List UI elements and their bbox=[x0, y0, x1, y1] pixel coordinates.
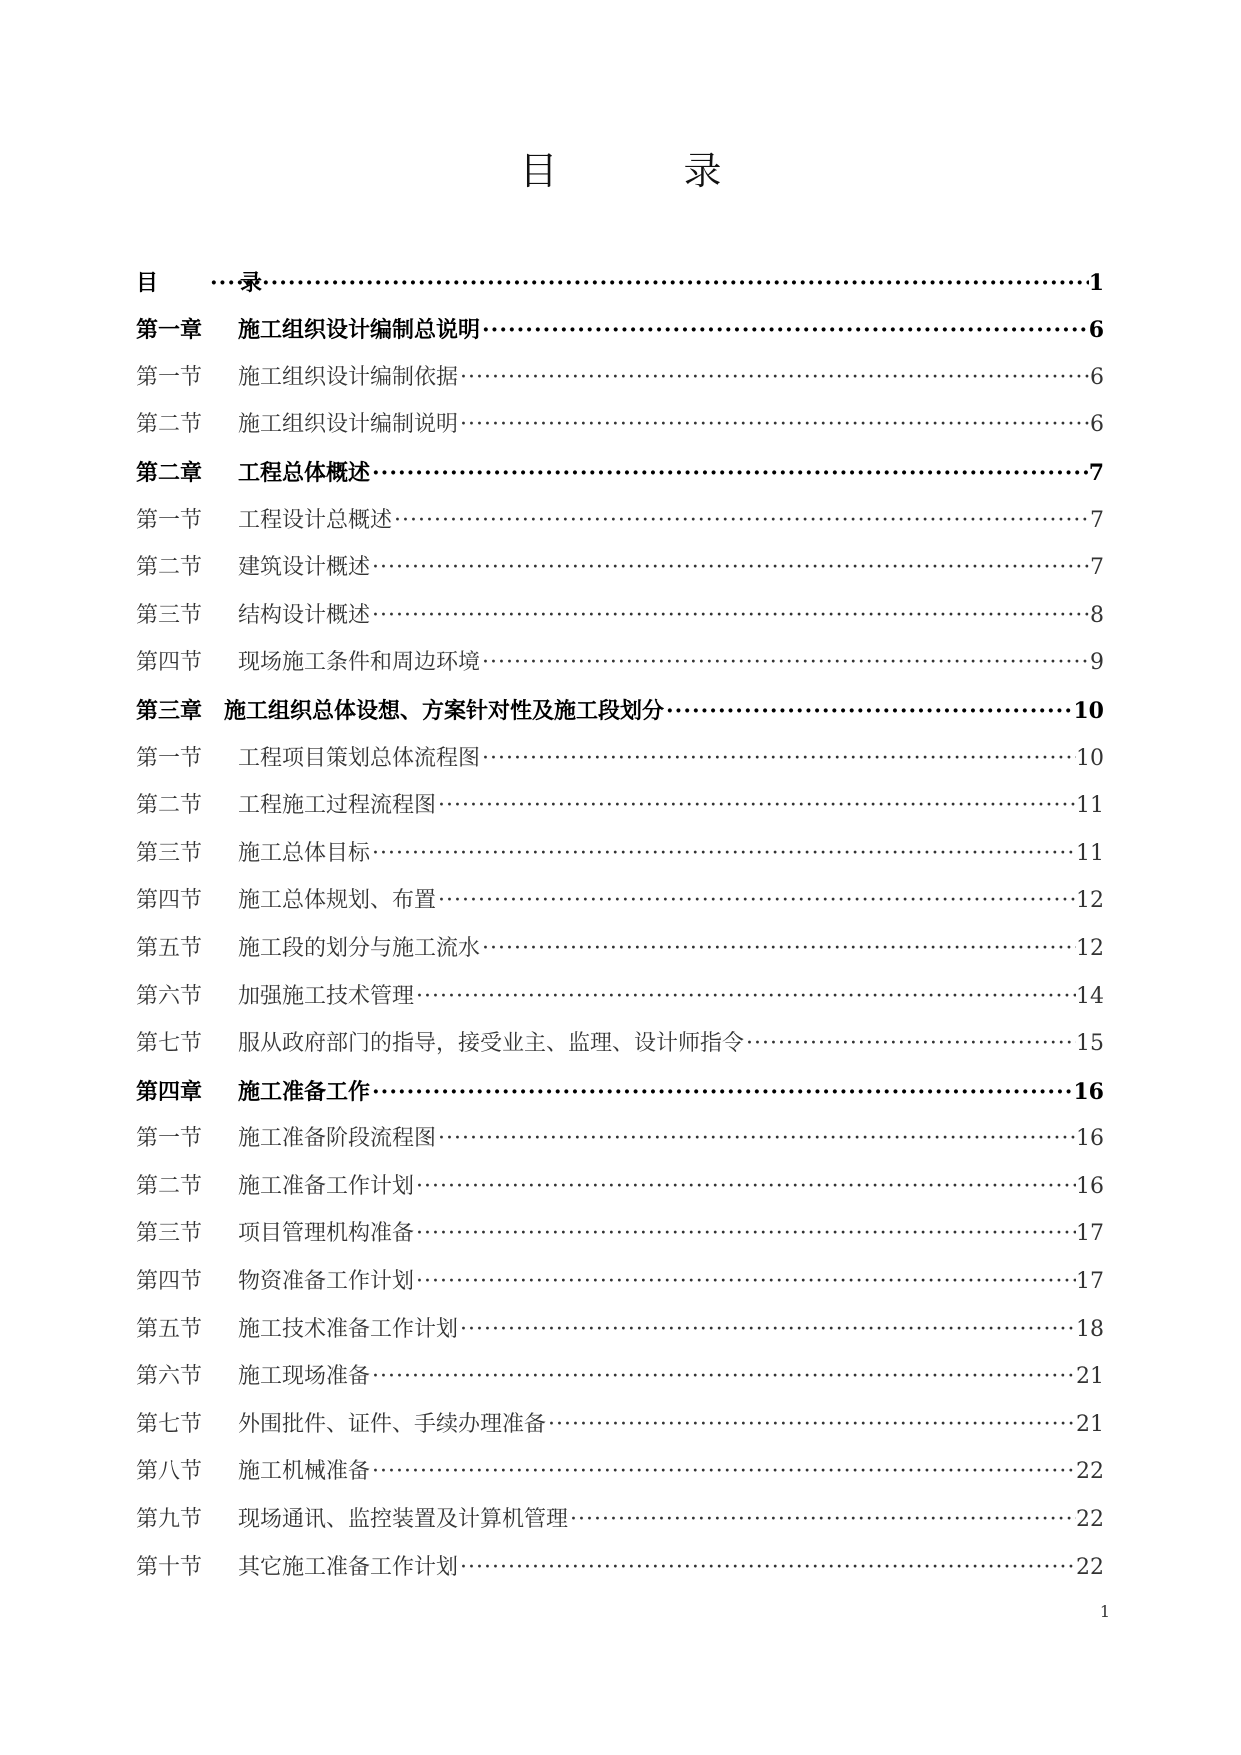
toc-dot-leader bbox=[458, 410, 1090, 440]
toc-entry-page: 16 bbox=[1076, 1173, 1104, 1199]
toc-entry-title: 施工准备工作 bbox=[238, 1078, 371, 1105]
toc-section-entry[interactable] bbox=[136, 726, 1104, 774]
table-of-contents bbox=[136, 250, 1104, 1583]
toc-section-entry[interactable] bbox=[136, 488, 1104, 536]
toc-entry-title: 施工组织设计编制说明 bbox=[238, 412, 459, 438]
toc-entry-title: 施工组织总体设想、方案针对性及施工段划分 bbox=[224, 697, 665, 724]
page-title: 目 录 bbox=[519, 149, 766, 193]
toc-entry-label bbox=[136, 1362, 370, 1392]
toc-entry-number: 第三节 bbox=[136, 602, 203, 628]
toc-dot-leader bbox=[370, 553, 1090, 583]
toc-entry-number: 第五节 bbox=[136, 1316, 203, 1342]
toc-entry-label bbox=[136, 1315, 458, 1345]
toc-entry-page: 14 bbox=[1076, 983, 1104, 1009]
toc-entry-number: 第八节 bbox=[136, 1459, 203, 1485]
toc-section-entry[interactable] bbox=[136, 1154, 1104, 1202]
toc-entry-page: 21 bbox=[1076, 1364, 1104, 1390]
toc-dot-leader bbox=[480, 744, 1076, 774]
toc-section-entry[interactable] bbox=[136, 1392, 1104, 1440]
toc-section-entry[interactable] bbox=[136, 1249, 1104, 1297]
toc-section-entry[interactable] bbox=[136, 393, 1104, 441]
toc-entry-title: 加强施工技术管理 bbox=[238, 983, 415, 1009]
toc-entry-page: 12 bbox=[1076, 935, 1104, 961]
toc-dot-leader bbox=[208, 268, 1089, 298]
toc-entry-number: 第三章 bbox=[136, 697, 203, 724]
toc-entry-number: 第十节 bbox=[136, 1554, 203, 1580]
toc-entry-title: 外围批件、证件、手续办理准备 bbox=[238, 1411, 547, 1437]
toc-entry-page: 7 bbox=[1090, 507, 1104, 533]
toc-entry-title: 工程总体概述 bbox=[238, 459, 371, 486]
toc-dot-leader bbox=[458, 363, 1090, 393]
toc-chapter-entry[interactable] bbox=[136, 1059, 1104, 1107]
toc-dot-leader bbox=[414, 982, 1076, 1012]
toc-entry-page: 7 bbox=[1088, 459, 1104, 486]
toc-dot-leader bbox=[480, 648, 1090, 678]
toc-section-entry[interactable] bbox=[136, 1345, 1104, 1393]
toc-entry-title: 施工准备阶段流程图 bbox=[238, 1126, 437, 1152]
toc-entry-page: 18 bbox=[1076, 1316, 1104, 1342]
toc-entry-title: 服从政府部门的指导，接受业主、监理、设计师指令 bbox=[238, 1031, 745, 1057]
toc-section-entry[interactable] bbox=[136, 774, 1104, 822]
toc-dot-leader bbox=[392, 506, 1090, 536]
toc-entry-page: 11 bbox=[1076, 793, 1104, 819]
toc-entry-page: 7 bbox=[1090, 555, 1104, 581]
toc-dot-leader bbox=[370, 458, 1089, 488]
toc-entry-label bbox=[136, 315, 480, 345]
toc-entry-number: 第三节 bbox=[136, 840, 203, 866]
toc-entry-page: 10 bbox=[1076, 745, 1104, 771]
toc-entry-label bbox=[136, 791, 436, 821]
toc-entry-number: 第三节 bbox=[136, 1221, 203, 1247]
toc-entry-page: 16 bbox=[1076, 1126, 1104, 1152]
toc-entry-label bbox=[136, 886, 436, 916]
page-number: 1 bbox=[1099, 1602, 1110, 1621]
toc-chapter-entry[interactable] bbox=[136, 250, 1104, 298]
toc-entry-page: 1 bbox=[1088, 269, 1104, 296]
toc-entry-page: 9 bbox=[1090, 650, 1104, 676]
toc-entry-label bbox=[136, 696, 664, 726]
toc-entry-number: 第五节 bbox=[136, 935, 203, 961]
toc-entry-page: 8 bbox=[1090, 602, 1104, 628]
toc-entry-title: 其它施工准备工作计划 bbox=[238, 1554, 459, 1580]
toc-entry-number: 第二节 bbox=[136, 1173, 203, 1199]
toc-section-entry[interactable] bbox=[136, 1107, 1104, 1155]
toc-dot-leader bbox=[414, 1172, 1076, 1202]
toc-dot-leader bbox=[480, 315, 1089, 345]
toc-chapter-entry[interactable] bbox=[136, 678, 1104, 726]
toc-entry-number: 第六节 bbox=[136, 983, 203, 1009]
toc-entry-number: 第一节 bbox=[136, 1126, 203, 1152]
toc-section-entry[interactable] bbox=[136, 631, 1104, 679]
toc-section-entry[interactable] bbox=[136, 1202, 1104, 1250]
toc-entry-number: 第四章 bbox=[136, 1078, 203, 1105]
toc-entry-title: 施工总体规划、布置 bbox=[238, 888, 437, 914]
toc-entry-label bbox=[136, 839, 370, 869]
toc-section-entry[interactable] bbox=[136, 821, 1104, 869]
toc-entry-page: 6 bbox=[1090, 364, 1104, 390]
toc-entry-label bbox=[136, 1219, 414, 1249]
toc-entry-label bbox=[136, 1077, 370, 1107]
toc-entry-label bbox=[136, 648, 480, 678]
toc-entry-number: 第九节 bbox=[136, 1507, 203, 1533]
toc-entry-label bbox=[136, 1172, 414, 1202]
toc-entry-title: 工程施工过程流程图 bbox=[238, 793, 437, 819]
toc-entry-label bbox=[136, 1505, 568, 1535]
toc-entry-number: 第一章 bbox=[136, 317, 203, 344]
toc-chapter-entry[interactable] bbox=[136, 298, 1104, 346]
toc-entry-title: 施工现场准备 bbox=[238, 1364, 371, 1390]
toc-dot-leader bbox=[664, 696, 1073, 726]
toc-entry-title: 施工机械准备 bbox=[238, 1459, 371, 1485]
toc-dot-leader bbox=[436, 791, 1076, 821]
toc-entry-number: 第七节 bbox=[136, 1411, 203, 1437]
toc-dot-leader bbox=[370, 601, 1090, 631]
toc-entry-title: 工程设计总概述 bbox=[238, 507, 393, 533]
toc-dot-leader bbox=[414, 1219, 1076, 1249]
toc-section-entry[interactable] bbox=[136, 1297, 1104, 1345]
toc-entry-title: 工程项目策划总体流程图 bbox=[238, 745, 481, 771]
toc-entry-label bbox=[136, 1553, 458, 1583]
toc-entry-number: 第四节 bbox=[136, 650, 203, 676]
toc-entry-title: 项目管理机构准备 bbox=[238, 1221, 415, 1247]
toc-entry-page: 12 bbox=[1076, 888, 1104, 914]
toc-entry-title: 施工组织设计编制依据 bbox=[238, 364, 459, 390]
toc-entry-page: 16 bbox=[1073, 1078, 1104, 1105]
toc-entry-number: 第一节 bbox=[136, 364, 203, 390]
toc-entry-label bbox=[136, 1029, 744, 1059]
toc-entry-page: 21 bbox=[1076, 1411, 1104, 1437]
toc-entry-title: 施工技术准备工作计划 bbox=[238, 1316, 459, 1342]
toc-section-entry[interactable] bbox=[136, 583, 1104, 631]
toc-entry-label bbox=[136, 268, 293, 298]
toc-entry-page: 6 bbox=[1088, 317, 1104, 344]
toc-chapter-entry[interactable] bbox=[136, 440, 1104, 488]
toc-dot-leader bbox=[370, 1077, 1073, 1107]
toc-entry-label bbox=[136, 1124, 436, 1154]
toc-entry-label bbox=[136, 553, 370, 583]
toc-entry-title: 建筑设计概述 bbox=[238, 555, 371, 581]
toc-entry-label bbox=[136, 506, 392, 536]
toc-entry-title: 施工组织设计编制总说明 bbox=[238, 317, 481, 344]
toc-entry-number: 第一节 bbox=[136, 507, 203, 533]
toc-dot-leader bbox=[480, 934, 1076, 964]
toc-entry-number: 第一节 bbox=[136, 745, 203, 771]
toc-section-entry[interactable] bbox=[136, 345, 1104, 393]
toc-dot-leader bbox=[546, 1410, 1076, 1440]
toc-dot-leader bbox=[458, 1315, 1076, 1345]
toc-entry-page: 10 bbox=[1073, 697, 1104, 724]
toc-entry-title: 施工总体目标 bbox=[238, 840, 371, 866]
toc-entry-page: 6 bbox=[1090, 412, 1104, 438]
toc-entry-label bbox=[136, 1457, 370, 1487]
toc-section-entry[interactable] bbox=[136, 1535, 1104, 1583]
toc-entry-page: 22 bbox=[1076, 1507, 1104, 1533]
toc-dot-leader bbox=[744, 1029, 1076, 1059]
toc-entry-number: 第二章 bbox=[136, 459, 203, 486]
toc-section-entry[interactable] bbox=[136, 536, 1104, 584]
toc-entry-label bbox=[136, 363, 458, 393]
toc-entry-number: 第六节 bbox=[136, 1364, 203, 1390]
toc-entry-page: 22 bbox=[1076, 1554, 1104, 1580]
toc-entry-number: 第二节 bbox=[136, 793, 203, 819]
toc-dot-leader bbox=[436, 1124, 1076, 1154]
toc-section-entry[interactable] bbox=[136, 916, 1104, 964]
toc-entry-label bbox=[136, 1267, 414, 1297]
toc-entry-page: 17 bbox=[1076, 1221, 1104, 1247]
toc-section-entry[interactable] bbox=[136, 869, 1104, 917]
toc-dot-leader bbox=[458, 1553, 1076, 1583]
toc-section-entry[interactable] bbox=[136, 1440, 1104, 1488]
toc-entry-title: 现场施工条件和周边环境 bbox=[238, 650, 481, 676]
toc-dot-leader bbox=[414, 1267, 1076, 1297]
toc-entry-label bbox=[136, 410, 458, 440]
toc-entry-title: 施工段的划分与施工流水 bbox=[238, 935, 481, 961]
toc-entry-page: 11 bbox=[1076, 840, 1104, 866]
toc-entry-page: 15 bbox=[1076, 1031, 1104, 1057]
toc-entry-label bbox=[136, 458, 370, 488]
toc-dot-leader bbox=[568, 1505, 1076, 1535]
toc-entry-title: 现场通讯、监控装置及计算机管理 bbox=[238, 1507, 569, 1533]
toc-entry-number: 第四节 bbox=[136, 1269, 203, 1295]
toc-dot-leader bbox=[370, 1457, 1076, 1487]
toc-dot-leader bbox=[436, 886, 1076, 916]
toc-entry-number: 第四节 bbox=[136, 888, 203, 914]
toc-entry-number: 目 录 bbox=[136, 269, 293, 296]
toc-section-entry[interactable] bbox=[136, 1487, 1104, 1535]
toc-entry-page: 22 bbox=[1076, 1459, 1104, 1485]
toc-entry-title: 结构设计概述 bbox=[238, 602, 371, 628]
toc-section-entry[interactable] bbox=[136, 964, 1104, 1012]
toc-entry-number: 第七节 bbox=[136, 1031, 203, 1057]
toc-entry-title: 物资准备工作计划 bbox=[238, 1269, 415, 1295]
toc-entry-number: 第二节 bbox=[136, 555, 203, 581]
toc-section-entry[interactable] bbox=[136, 1012, 1104, 1060]
toc-entry-label bbox=[136, 601, 370, 631]
toc-entry-number: 第二节 bbox=[136, 412, 203, 438]
toc-dot-leader bbox=[370, 839, 1076, 869]
toc-entry-label bbox=[136, 744, 480, 774]
toc-entry-label bbox=[136, 934, 480, 964]
toc-entry-label bbox=[136, 982, 414, 1012]
toc-dot-leader bbox=[370, 1362, 1076, 1392]
toc-entry-title: 施工准备工作计划 bbox=[238, 1173, 415, 1199]
toc-entry-page: 17 bbox=[1076, 1269, 1104, 1295]
toc-entry-label bbox=[136, 1410, 546, 1440]
